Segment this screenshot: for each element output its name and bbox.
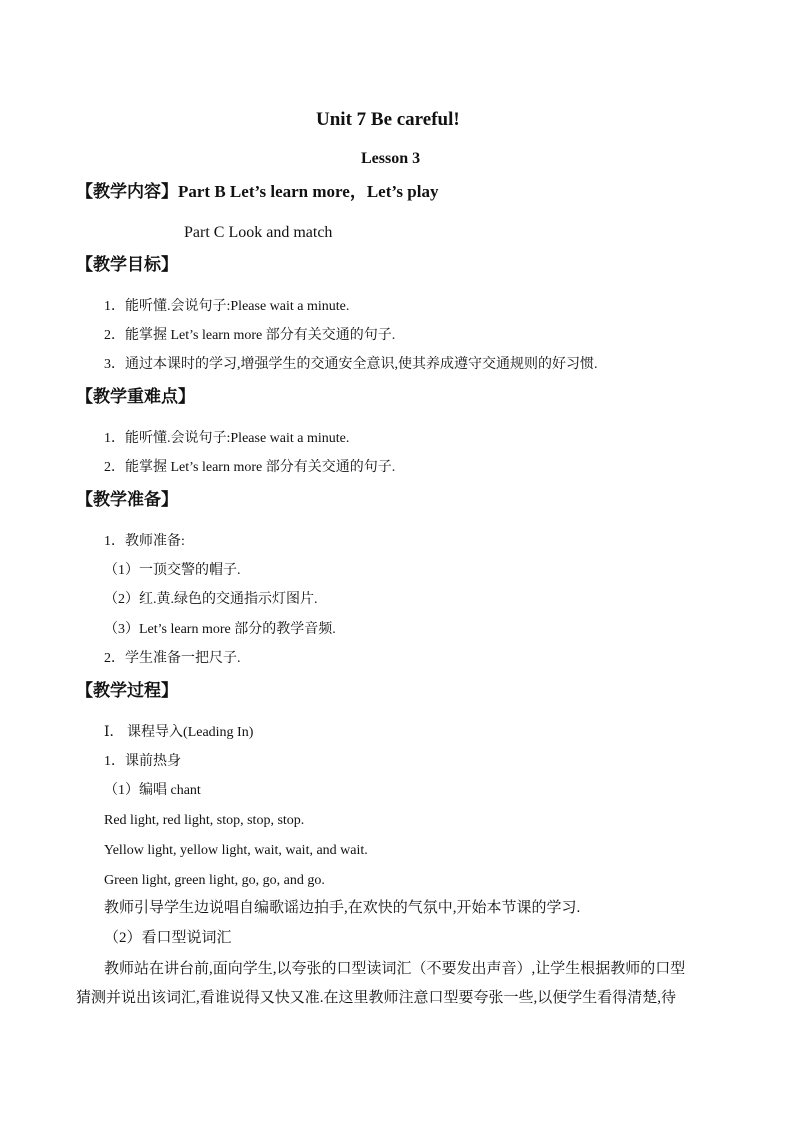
objectives-heading: 【教学目标】: [76, 255, 178, 274]
key-points-heading: 【教学重难点】: [76, 387, 195, 406]
preparation-item: （2）红.黄.绿色的交通指示灯图片.: [104, 592, 318, 607]
objective-item: 3．通过本课时的学习,增强学生的交通安全意识,使其养成遵守交通规则的好习惯.: [104, 357, 598, 372]
key-point-item: 1．能听懂.会说句子:Please wait a minute.: [104, 431, 350, 446]
process-line: （1）编唱 chant: [104, 783, 201, 798]
key-point-item: 2．能掌握 Let’s learn more 部分有关交通的句子.: [104, 460, 396, 475]
preparation-heading: 【教学准备】: [76, 490, 178, 509]
preparation-item: 1．教师准备:: [104, 534, 185, 549]
lesson-label: Lesson 3: [361, 150, 421, 167]
content-heading: 【教学内容】Part B Let’s learn more，Let’s play: [76, 182, 439, 201]
process-line: 1．课前热身: [104, 754, 181, 769]
preparation-item: 2．学生准备一把尺子.: [104, 651, 241, 666]
paragraph-line: 猜测并说出该词汇,看谁说得又快又准.在这里教师注意口型要夸张一些,以便学生看得清楚,待: [76, 990, 677, 1006]
preparation-item: （3）Let’s learn more 部分的教学音频.: [104, 622, 336, 637]
process-heading: 【教学过程】: [76, 681, 178, 700]
process-line: （2）看口型说词汇: [104, 930, 232, 946]
paragraph-line: 教师站在讲台前,面向学生,以夸张的口型读词汇（不要发出声音）,让学生根据教师的口型: [104, 961, 686, 977]
objective-item: 1．能听懂.会说句子:Please wait a minute.: [104, 299, 350, 314]
process-line: Ⅰ． 课程导入(Leading In): [104, 725, 254, 740]
objective-item: 2．能掌握 Let’s learn more 部分有关交通的句子.: [104, 328, 396, 343]
chant-line: Yellow light, yellow light, wait, wait, and wait.: [104, 843, 368, 858]
document-title: Unit 7 Be careful!: [316, 109, 460, 130]
process-line: 教师引导学生边说唱自编歌谣边拍手,在欢快的气氛中,开始本节课的学习.: [104, 900, 581, 916]
content-line-2: Part C Look and match: [184, 224, 333, 241]
preparation-item: （1）一顶交警的帽子.: [104, 563, 241, 578]
chant-line: Green light, green light, go, go, and go.: [104, 873, 325, 888]
chant-line: Red light, red light, stop, stop, stop.: [104, 813, 305, 828]
